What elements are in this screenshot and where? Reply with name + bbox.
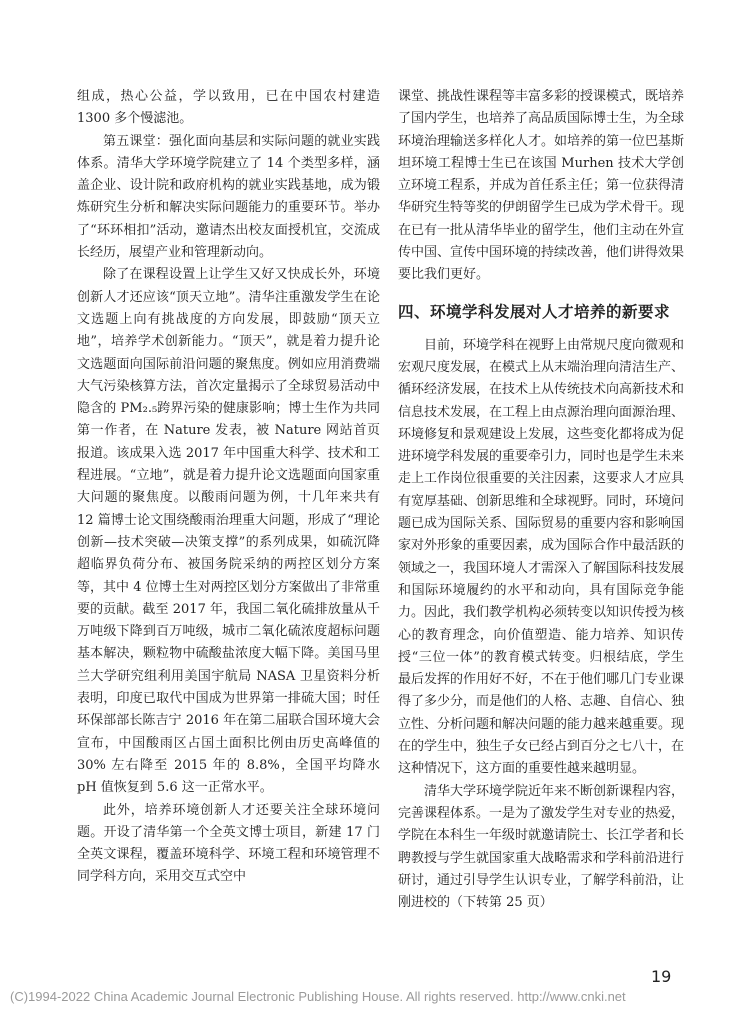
- left-column: [77, 86, 380, 889]
- left-paragraph-3: 除了在课程设置上让学生又好又快成长外，环境创新人才还应该“顶天立地”。清华注重激发学生在论文选题上向有挑战度的方向发展，即鼓励“顶天立地”，培养学术创新能力。“顶天”，就是着力提升论文选题面向国际前沿问题的聚焦度。例如应用消费端大气污染核算方法，首次定量揭示了全球贸易活动中隐含的 PM₂.₅跨界污染的健康影响；博士生作为共同第一作者，在 Nature 发表，被 Nature 网站首页报道。该成果入选 2017 年中国重大科学、技术和工程进展。“立地”，就是着力提升论文选题面向国家重大问题的聚焦度。以酸雨问题为例，十几年来共有 12 篇博士论文围绕酸雨治理重大问题，形成了“理论创新—技术突破—决策支撑”的系列成果，如硫沉降超临界负荷分布、被国务院采纳的两控区划分方案等，其中 4 位博士生对两控区划分方案做出了非常重要的贡献。截至 2017 年，我国二氧化硫排放量从千万吨级下降到百万吨级，城市二氧化硫浓度超标问题基本解决，颗粒物中硫酸盐浓度大幅下降。美国马里兰大学研究组利用美国宇航局 NASA 卫星资料分析表明，印度已取代中国成为世界第一排硫大国；时任环保部部长陈吉宁 2016 年在第二届联合国环境大会宣布，中国酸雨区占国土面积比例由历史高峰值的 30% 左右降至 2015 年的 8.8%，全国平均降水 pH 值恢复到 5.6 这一正常水平。: [77, 267, 380, 796]
- page-number: 19: [651, 967, 672, 986]
- left-paragraph-4: 此外，培养环境创新人才还要关注全球环境问题。开设了清华第一个全英文博士项目，新建 17 门全英文课程，覆盖环境科学、环境工程和环境管理不同学科方向，采用交互式空中: [77, 802, 380, 885]
- right-column: [398, 86, 684, 914]
- right-paragraph-2: 目前，环境学科在视野上由常规尺度向微观和宏观尺度发展，在模式上从末端治理向清洁生产、循环经济发展，在技术上从传统技术向高新技术和信息技术发展，在工程上由点源治理向面源治理、环境修复和景观建设上发展，这些变化都将成为促进环境学科发展的重要牵引力，同时也是学生未来走上工作岗位很重要的关注因素，这要求人才应具有宽厚基础、创新思维和全球视野。同时，环境问题已成为国际关系、国际贸易的重要内容和影响国家对外形象的重要因素，成为国际合作中最活跃的领域之一，我国环境人才需深入了解国际科技发展和国际环境履约的水平和动向，具有国际竞争能力。因此，我们教学机构必须转变以知识传授为核心的教育理念，向价值塑造、能力培养、知识传授“三位一体”的教育模式转变。归根结底，学生最后发挥的作用好不好，不在于他们哪几门专业课得了多少分，而是他们的人格、志趣、自信心、独立性、分析问题和解决问题的能力越来越重要。现在的学生中，独生子女已经占到百分之七八十，在这种情况下，这方面的重要性越来越明显。: [398, 337, 685, 777]
- left-paragraph-1: 组成，热心公益，学以致用，已在中国农村建造 1300 多个慢滤池。: [77, 89, 380, 127]
- right-paragraph-1: 课堂、挑战性课程等丰富多彩的授课模式，既培养了国内学生，也培养了高品质国际博士生，为全球环境治理输送多样化人才。如培养的第一位巴基斯坦环境工程博士生已在该国 Murhen 技术大学创立环境工程系，并成为首任系主任；第一位获得清华研究生特等奖的伊朗留学生已成为学术骨干。现在已有一批从清华毕业的留学生，他们主动在外宣传中国、宣传中国环境的持续改善，他们讲得效果要比我们更好。: [398, 89, 685, 283]
- right-paragraph-3: 清华大学环境学院近年来不断创新课程内容，完善课程体系。一是为了激发学生对专业的热爱，学院在本科生一年级时就邀请院士、长江学者和长聘教授与学生就国家重大战略需求和学科前沿进行研讨，通过引导学生认识专业，了解学科前沿，让刚进校的（下转第 25 页）: [398, 783, 685, 911]
- left-paragraph-2: 第五课堂：强化面向基层和实际问题的就业实践体系。清华大学环境学院建立了 14 个类型多样，涵盖企业、设计院和政府机构的就业实践基地，成为锻炼研究生分析和解决实际问题能力的重要环节。举办了“环环相扣”活动，邀请杰出校友面授机宜，交流成长经历，展望产业和管理新动向。: [77, 133, 380, 261]
- section-heading: 四、环境学科发展对人才培养的新要求: [398, 302, 671, 321]
- copyright-footer: (C)1994-2022 China Academic Journal Electronic Publishing House. All rights reserved. http://www.cnki.net: [10, 989, 626, 1004]
